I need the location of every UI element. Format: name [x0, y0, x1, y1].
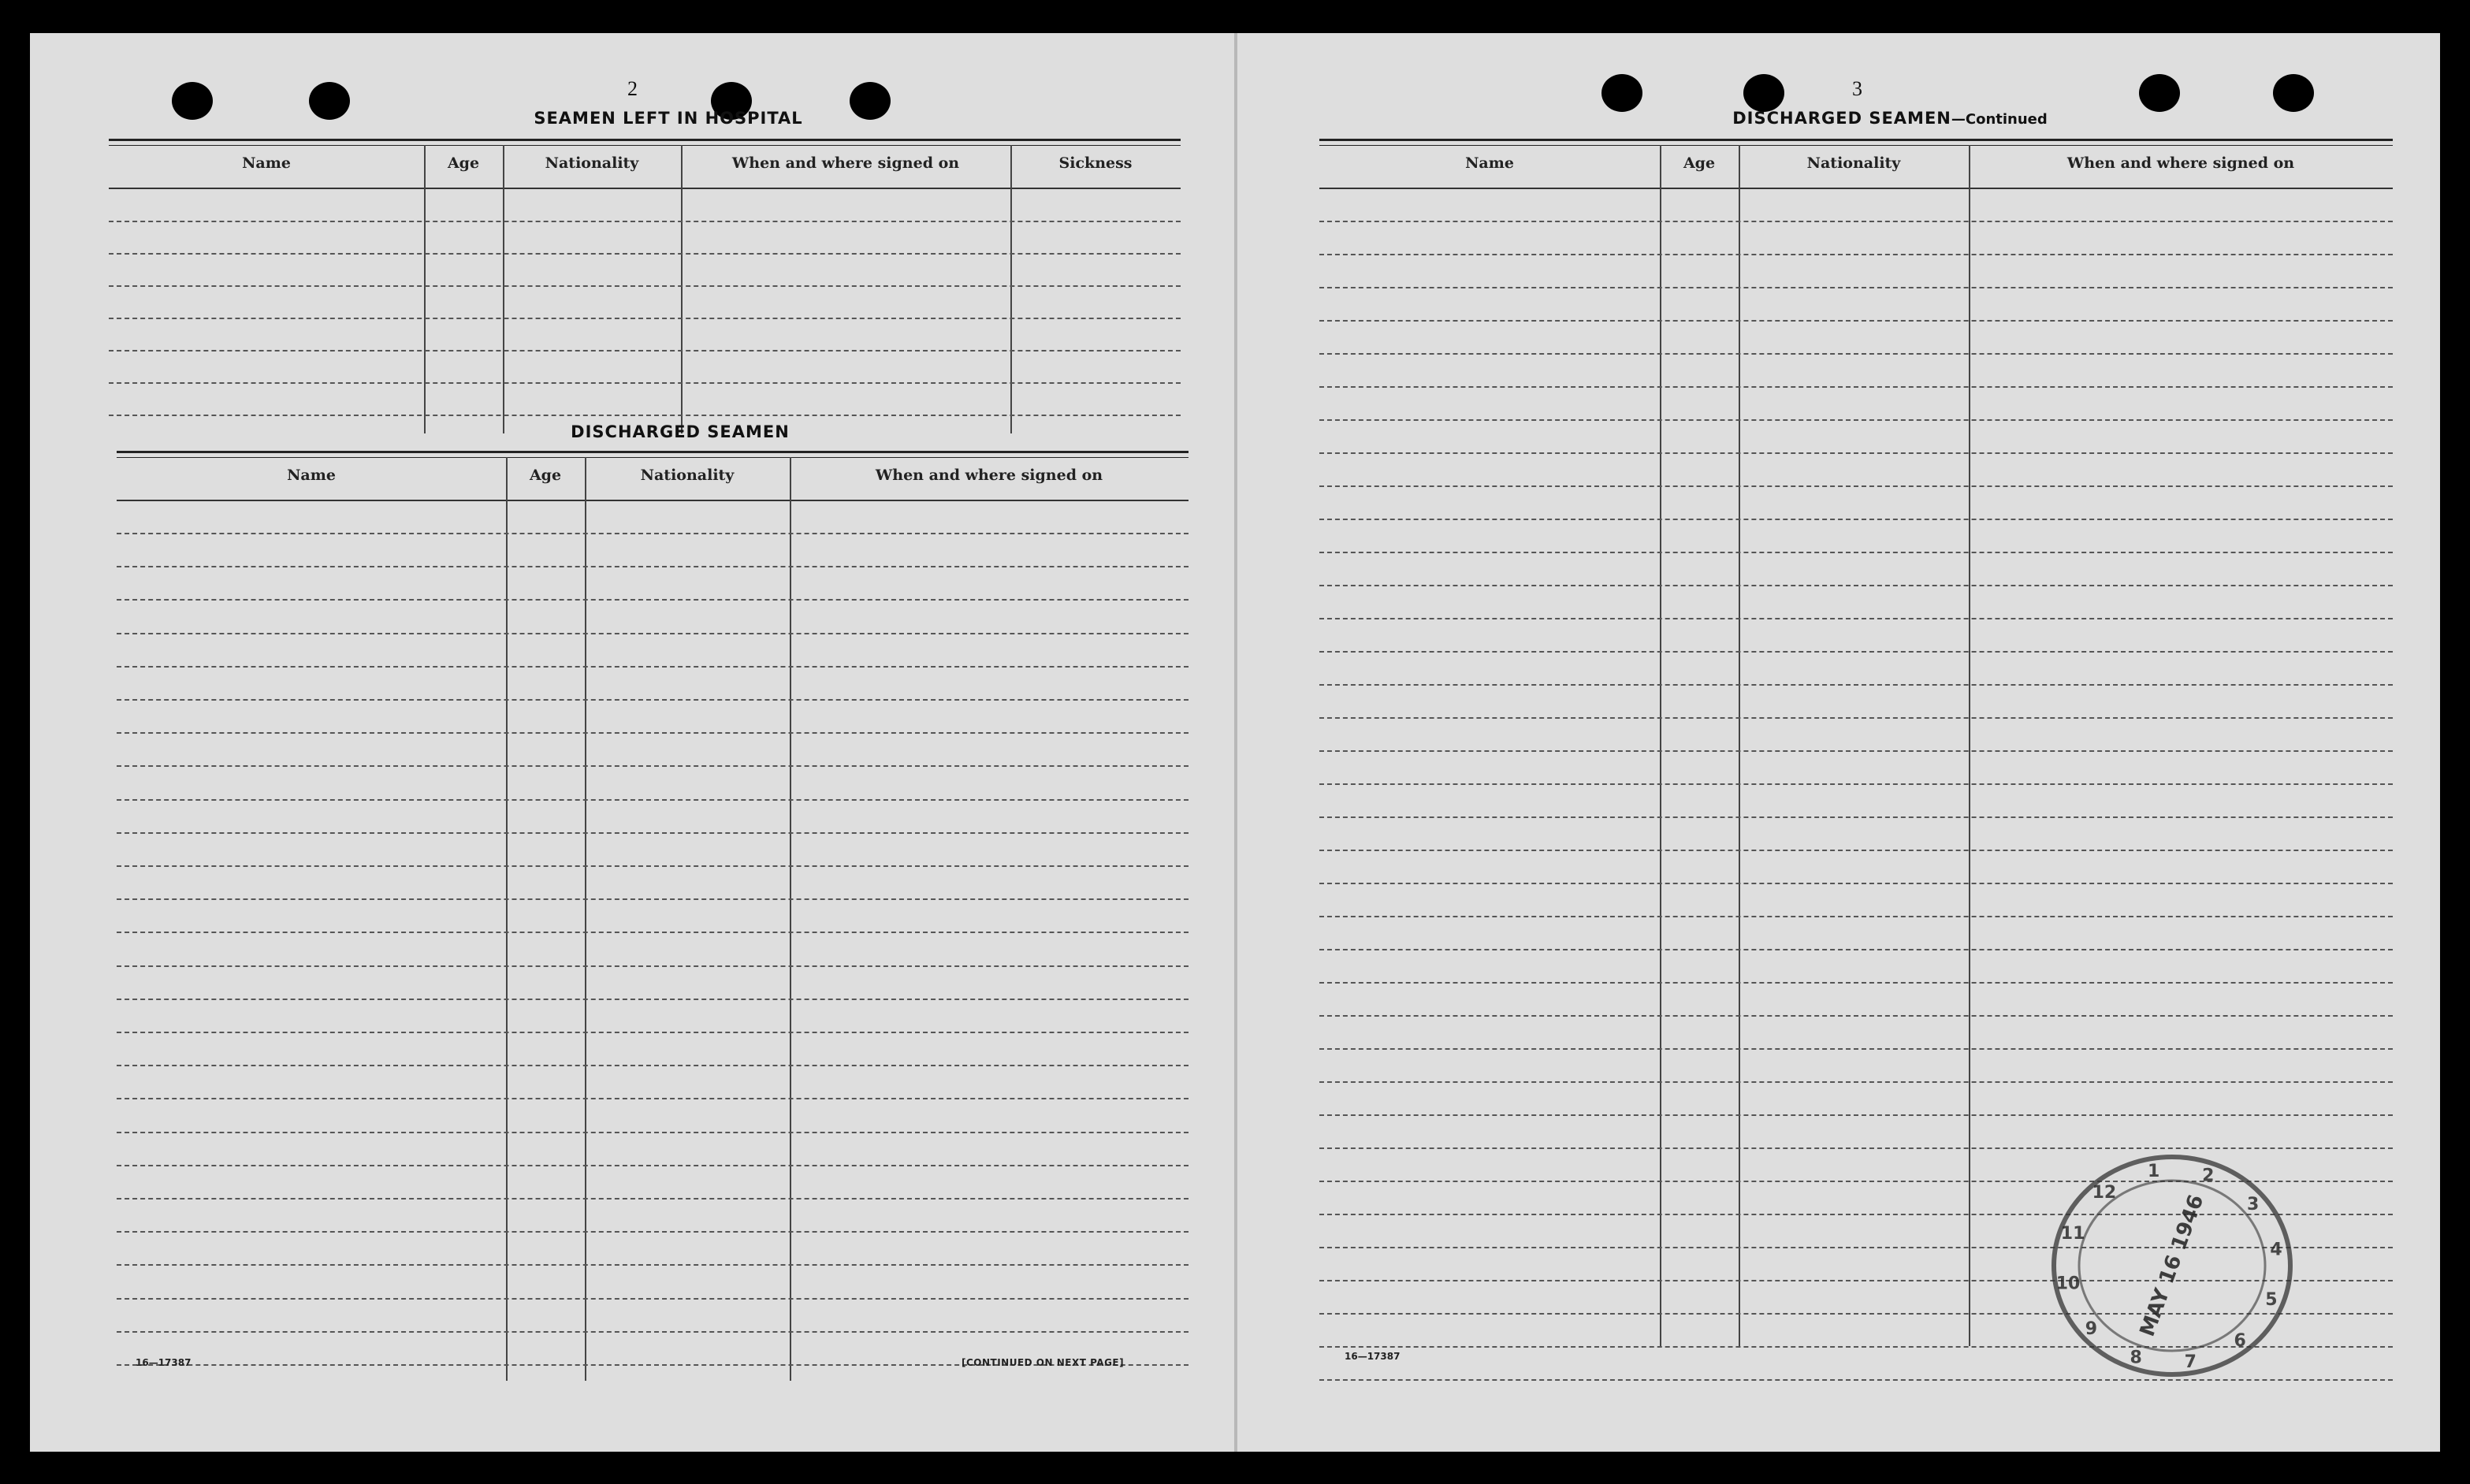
form-code-right: 16—17387 [1345, 1351, 1401, 1362]
table-row [1319, 618, 2393, 619]
column-header-sickness: Sickness [1010, 145, 1181, 189]
table-row [117, 699, 1189, 701]
table-row [117, 1231, 1189, 1233]
punch-hole [2139, 74, 2180, 112]
column-divider [1739, 145, 1740, 1346]
stamp-numeral: 3 [2246, 1194, 2260, 1214]
table-row [1319, 585, 2393, 586]
column-divider [424, 145, 426, 433]
table-row [117, 932, 1189, 933]
table-row [1319, 552, 2393, 553]
stamp-numeral: 4 [2270, 1240, 2282, 1260]
table-row [109, 285, 1181, 287]
table-row [1319, 982, 2393, 984]
column-header-name: Name [109, 145, 424, 189]
table-row [1319, 320, 2393, 322]
table-row [109, 253, 1181, 255]
table-row [1319, 916, 2393, 917]
table-row [117, 765, 1189, 767]
table-row [1319, 750, 2393, 752]
table-row [117, 965, 1189, 967]
table-row [117, 1165, 1189, 1166]
stamp-numeral: 6 [2234, 1331, 2246, 1352]
punch-hole [172, 82, 213, 120]
form-code-left: 16—17387 [136, 1357, 192, 1368]
table-row [117, 1132, 1189, 1133]
title-continued: —Continued [1951, 111, 2048, 128]
table-row [117, 633, 1189, 634]
customs-date-stamp [2048, 1151, 2297, 1381]
page-number-left: 2 [627, 77, 638, 100]
table-row [1319, 287, 2393, 288]
table-row [1319, 221, 2393, 222]
stamp-numeral: 2 [2202, 1166, 2215, 1186]
column-header-nationality: Nationality [585, 457, 790, 501]
discharged-table-left [117, 451, 1189, 1381]
continued-note: [CONTINUED ON NEXT PAGE] [962, 1357, 1125, 1368]
table-row [117, 599, 1189, 601]
column-divider [503, 145, 504, 433]
discharged-section-title: DISCHARGED SEAMEN [571, 422, 790, 441]
table-row [1319, 783, 2393, 785]
column-divider [681, 145, 683, 433]
table-row [109, 350, 1181, 351]
table-row [1319, 816, 2393, 818]
table-row [1319, 1015, 2393, 1017]
table-row [117, 1098, 1189, 1099]
stamp-numeral: 7 [2184, 1352, 2197, 1373]
table-row [1319, 1048, 2393, 1050]
table-row [117, 799, 1189, 801]
page-fold [1234, 33, 1237, 1452]
table-row [117, 732, 1189, 734]
column-divider [1969, 145, 1970, 1346]
hospital-table [109, 139, 1181, 438]
stamp-numeral: 1 [2148, 1161, 2160, 1181]
column-header-when-and-where-signed-on: When and where signed on [790, 457, 1189, 501]
stamp-numeral: 10 [2055, 1274, 2081, 1294]
table-row [117, 1264, 1189, 1266]
column-divider [790, 457, 791, 1381]
column-header-name: Name [117, 457, 506, 501]
table-row [117, 566, 1189, 567]
table-row [1319, 254, 2393, 255]
stamp-numeral: 9 [2085, 1319, 2098, 1340]
stamp-numeral: 11 [2060, 1223, 2085, 1244]
table-row [1319, 1081, 2393, 1083]
table-row [117, 1065, 1189, 1066]
table-row [117, 865, 1189, 867]
column-header-age: Age [506, 457, 585, 501]
table-row [1319, 850, 2393, 851]
table-row [1319, 386, 2393, 388]
punch-hole [1601, 74, 1642, 112]
table-row [117, 832, 1189, 834]
punch-hole [1743, 74, 1784, 112]
column-header-nationality: Nationality [1739, 145, 1969, 189]
table-row [1319, 485, 2393, 487]
column-header-name: Name [1319, 145, 1660, 189]
document-sheet [30, 33, 2440, 1452]
table-row [1319, 883, 2393, 884]
table-row [1319, 651, 2393, 653]
column-header-age: Age [424, 145, 503, 189]
table-row [1319, 419, 2393, 421]
column-divider [1660, 145, 1661, 1346]
stamp-date: MAY 16 1946 [2135, 1192, 2209, 1340]
column-header-nationality: Nationality [503, 145, 681, 189]
table-row [1319, 949, 2393, 950]
page-number-right: 3 [1852, 77, 1862, 100]
table-row [1319, 353, 2393, 355]
column-header-when-and-where-signed-on: When and where signed on [681, 145, 1010, 189]
table-row [1319, 1114, 2393, 1116]
table-row [1319, 684, 2393, 686]
column-divider [1010, 145, 1012, 433]
table-row [109, 221, 1181, 222]
table-row [1319, 1147, 2393, 1149]
table-row [109, 382, 1181, 384]
column-divider [585, 457, 586, 1381]
table-row [1319, 717, 2393, 719]
table-row [117, 999, 1189, 1000]
stamp-numeral: 5 [2265, 1290, 2278, 1311]
table-row [117, 533, 1189, 534]
title-main: DISCHARGED SEAMEN [1732, 109, 1951, 128]
table-row [1319, 452, 2393, 454]
table-row [117, 1032, 1189, 1033]
punch-hole [309, 82, 350, 120]
table-row [117, 898, 1189, 900]
table-row [117, 666, 1189, 668]
discharged-continued-title [1653, 109, 2126, 128]
hospital-section-title: SEAMEN LEFT IN HOSPITAL [534, 109, 803, 128]
table-row [117, 1331, 1189, 1333]
column-header-when-and-where-signed-on: When and where signed on [1969, 145, 2393, 189]
table-row [1319, 519, 2393, 520]
table-row [117, 1198, 1189, 1199]
table-row [109, 415, 1181, 416]
stamp-numeral: 12 [2092, 1182, 2117, 1203]
column-header-age: Age [1660, 145, 1739, 189]
table-row [109, 318, 1181, 319]
punch-hole [2273, 74, 2314, 112]
table-row [117, 1298, 1189, 1300]
stamp-numeral: 8 [2130, 1348, 2142, 1368]
column-divider [506, 457, 508, 1381]
